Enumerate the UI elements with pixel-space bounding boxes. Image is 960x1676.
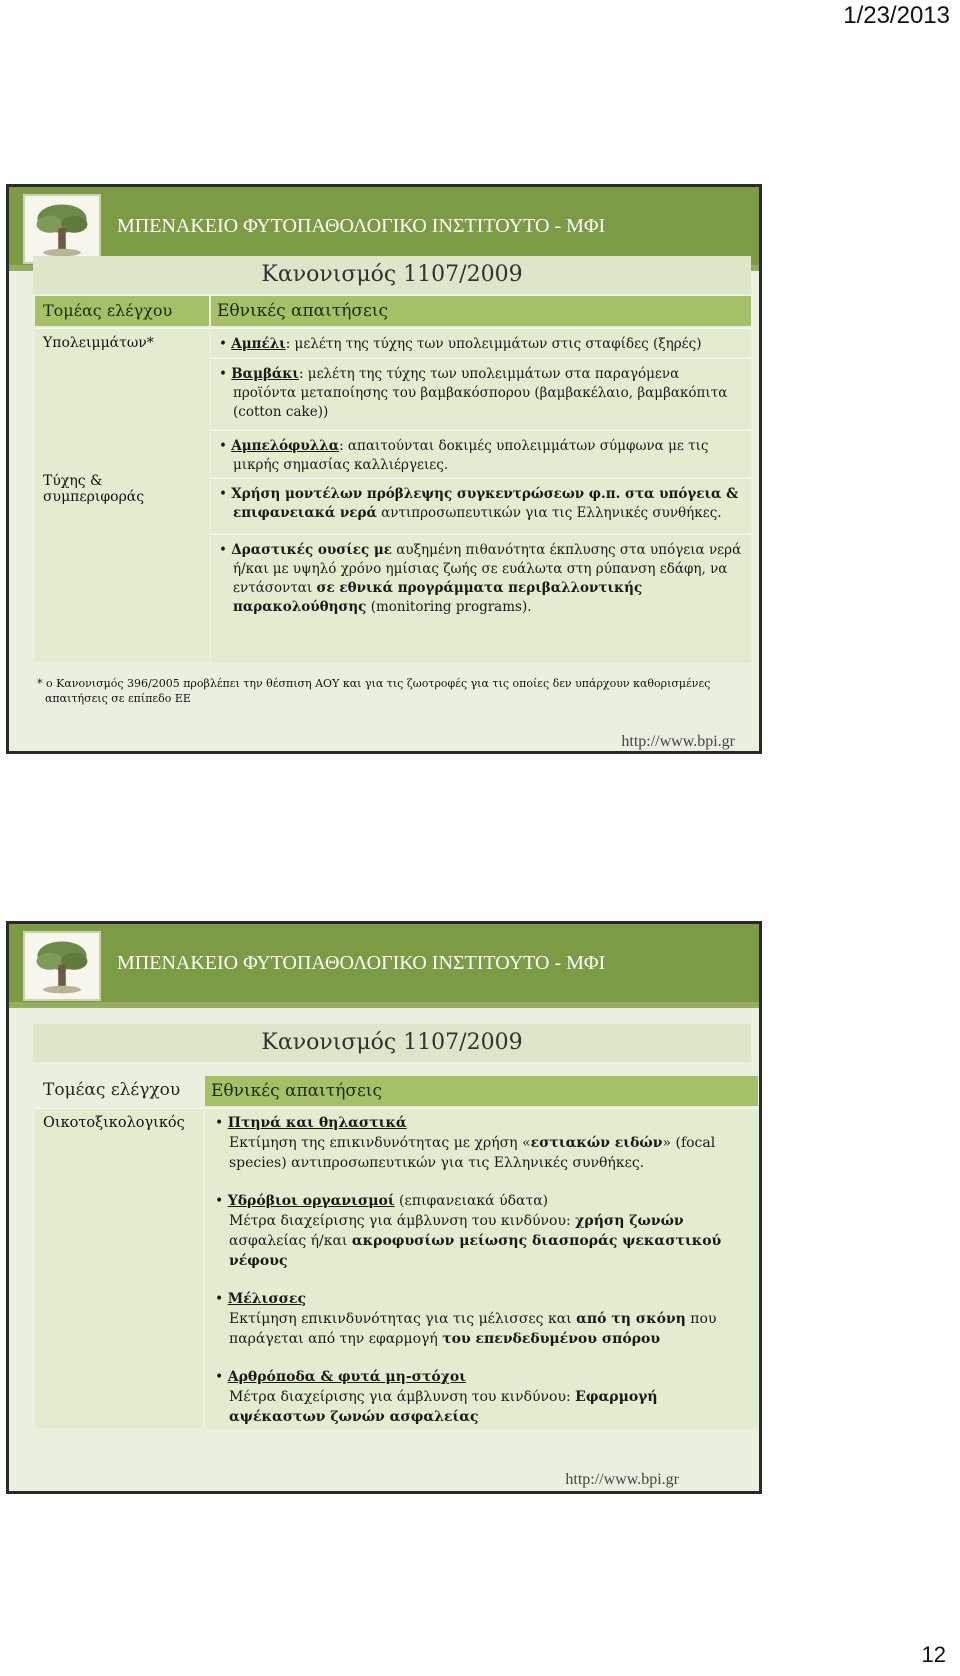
row2-label: Τύχης & συμπεριφοράς xyxy=(43,473,145,505)
slide-2 xyxy=(6,921,762,1494)
tree-logo-icon xyxy=(23,931,101,1001)
tree-logo-icon xyxy=(23,194,101,264)
institute-title: ΜΠΕΝΑΚΕΙΟ ΦΥΤΟΠΑΘΟΛΟΓΙΚΟ ΙΝΣΤΙΤΟΥΤΟ - ΜΦΙ xyxy=(117,215,606,237)
list-item: • Αμπελόφυλλα: απαιτούνται δοκιμές υπολειμμάτων σύμφωνα με τις μικρής σημασίας καλλιέργειες. xyxy=(211,430,751,477)
list-item: • Βαμβάκι: μελέτη της τύχης των υπολειμμάτων στα παραγόμενα προϊόντα μεταποίησης του βαμβακόσπορου (βαμβακέλαιο, βαμβακόπιτα (cotton cake)) xyxy=(211,358,751,429)
list-item: • Πτηνά και θηλαστικά Εκτίμηση της επικινδυνότητας με χρήση «εστιακών ειδών» (focal species) αντιπροσωπευτικών για τις Ελληνικές συνθήκες. xyxy=(215,1115,716,1171)
list-item: • Χρήση μοντέλων πρόβλεψης συγκεντρώσεων φ.π. στα υπόγεια & επιφανειακά νερά αντιπροσωπευτικών για τις Ελληνικές συνθήκες. xyxy=(211,478,751,533)
page-number: 12 xyxy=(921,1642,946,1667)
row-label-ecotox: Οικοτοξικολογικός xyxy=(35,1108,203,1428)
list-item: • Αμπέλι: μελέτη της τύχης των υπολειμμάτων στις σταφίδες (ξηρές) xyxy=(211,328,751,357)
table-header-row xyxy=(9,1076,759,1106)
row-label-residues xyxy=(35,328,209,662)
website-link[interactable]: http://www.bpi.gr xyxy=(621,733,735,750)
list-item: • Υδρόβιοι οργανισμοί (επιφανειακά ύδατα) Μέτρα διαχείρισης για άμβλυνση του κινδύνου: χρήση ζωνών ασφαλείας ή/και ακροφυσίων μείωσης διασποράς ψεκαστικού νέφους xyxy=(215,1193,722,1269)
col2-header: Εθνικές απαιτήσεις xyxy=(205,1076,758,1106)
regulation-title: Κανονισμός 1107/2009 xyxy=(33,256,751,294)
institute-title: ΜΠΕΝΑΚΕΙΟ ΦΥΤΟΠΑΘΟΛΟΓΙΚΟ ΙΝΣΤΙΤΟΥΤΟ - ΜΦΙ xyxy=(117,952,606,974)
list-item: • Αρθρόποδα & φυτά μη-στόχοι Μέτρα διαχείρισης για άμβλυνση του κινδύνου: Εφαρμογή αψέκαστων ζωνών ασφαλείας xyxy=(215,1369,658,1425)
row1-label: Υπολειμμάτων* xyxy=(43,335,154,351)
col2-header: Εθνικές απαιτήσεις xyxy=(211,296,751,326)
slide-header xyxy=(9,924,759,1008)
list-item: • Μέλισσες Εκτίμηση επικινδυνότητας για τις μέλισσες και από τη σκόνη που παράγεται από την εφαρμογή του επενδεδυμένου σπόρου xyxy=(215,1291,717,1347)
table-header-row xyxy=(9,296,759,326)
col1-header: Τομέας ελέγχου xyxy=(43,1080,181,1100)
col1-header: Τομέας ελέγχου xyxy=(35,296,209,326)
regulation-title: Κανονισμός 1107/2009 xyxy=(33,1024,751,1062)
list-item: • Δραστικές ουσίες με αυξημένη πιθανότητα έκπλυσης στα υπόγεια νερά ή/και με υψηλό χρόνο ημίσιας ζωής σε ευάλωτα στη ρύπανση εδάφη, να εντάσονται σε εθνικά προγράμματα περιβαλλοντικής παρακολούθησης (monitoring programs). xyxy=(211,534,751,663)
slide-1 xyxy=(6,184,762,754)
page-date: 1/23/2013 xyxy=(843,2,950,29)
requirements-cell xyxy=(205,1108,758,1429)
footnote: * ο Κανονισμός 396/2005 προβλέπει την θέσπιση ΑΟΥ και για τις ζωοτροφές για τις οποίες δεν υπάρχουν καθορισμένες απαιτήσεις σε επίπεδο ΕΕ xyxy=(37,677,711,705)
website-link[interactable]: http://www.bpi.gr xyxy=(565,1471,679,1488)
